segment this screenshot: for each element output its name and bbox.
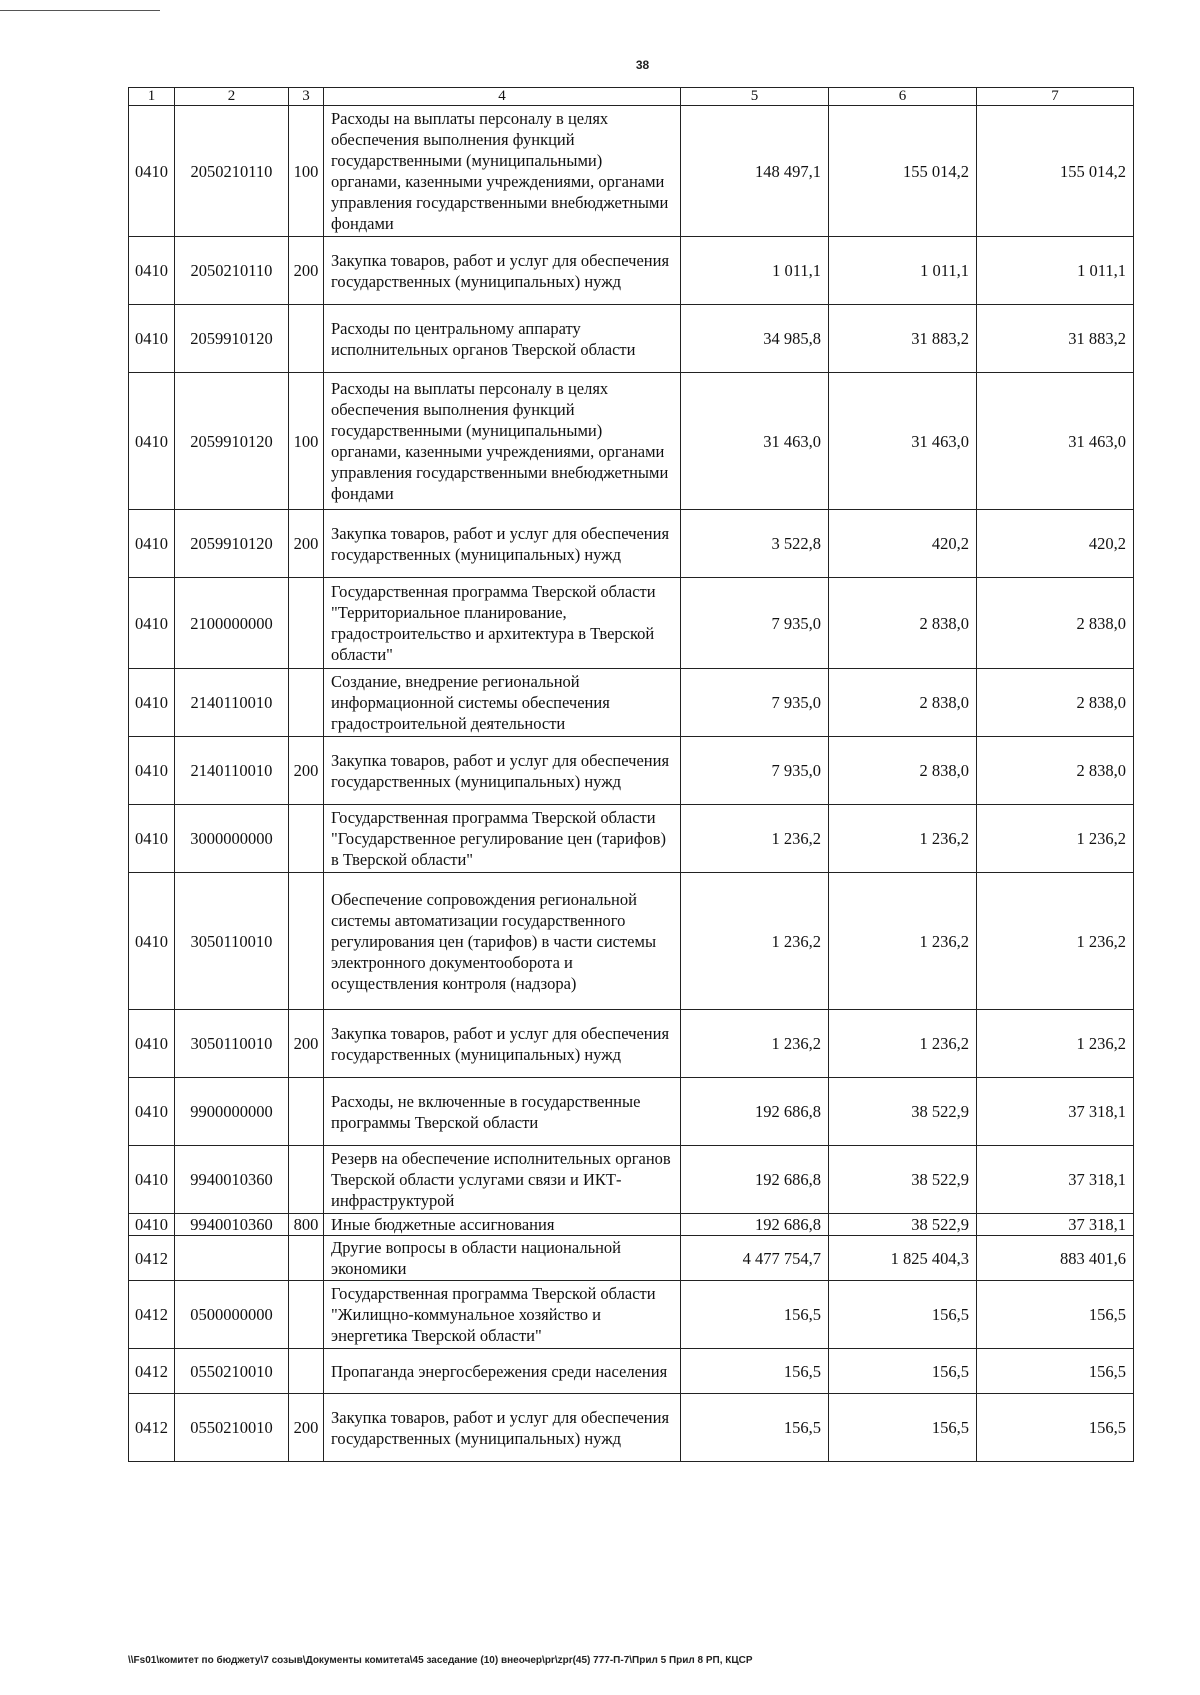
table-row — [129, 106, 1134, 237]
page-number: 38 — [635, 58, 650, 72]
section-code: 0412 — [129, 1281, 175, 1349]
target-article: 9900000000 — [175, 1078, 289, 1146]
amount-col-5: 156,5 — [681, 1394, 829, 1462]
expense-type — [289, 578, 324, 669]
expense-type — [289, 1281, 324, 1349]
budget-table — [128, 87, 1134, 1462]
table-row — [129, 1236, 1134, 1281]
expense-type — [289, 1146, 324, 1214]
amount-col-6: 31 463,0 — [829, 373, 977, 510]
item-name: Государственная программа Тверской области "Территориальное планирование, градостроительство и архитектура в Тверской области" — [324, 578, 681, 669]
amount-col-5: 156,5 — [681, 1349, 829, 1394]
table-row — [129, 1146, 1134, 1214]
table-row — [129, 1214, 1134, 1236]
section-code: 0410 — [129, 373, 175, 510]
footer-file-path: \\Fs01\комитет по бюджету\7 созыв\Документы комитета\45 заседание (10) внеочер\pr\zpr(45) 777-П-7\Прил 5 Прил 8 РП, КЦСР — [128, 1655, 753, 1666]
amount-col-5: 1 236,2 — [681, 1010, 829, 1078]
amount-col-5: 1 236,2 — [681, 873, 829, 1010]
target-article: 9940010360 — [175, 1146, 289, 1214]
section-code: 0410 — [129, 1010, 175, 1078]
item-name: Создание, внедрение региональной информационной системы обеспечения градостроительной деятельности — [324, 669, 681, 737]
item-name: Обеспечение сопровождения региональной системы автоматизации государственного регулирования цен (тарифов) в части системы электронного документооборота и осуществления контроля (надзора) — [324, 873, 681, 1010]
amount-col-7: 1 236,2 — [977, 873, 1134, 1010]
amount-col-6: 38 522,9 — [829, 1078, 977, 1146]
target-article: 2059910120 — [175, 305, 289, 373]
col-header-1: 1 — [129, 88, 175, 106]
item-name: Закупка товаров, работ и услуг для обеспечения государственных (муниципальных) нужд — [324, 1394, 681, 1462]
section-code: 0410 — [129, 237, 175, 305]
section-code: 0410 — [129, 1078, 175, 1146]
expense-type — [289, 873, 324, 1010]
amount-col-5: 3 522,8 — [681, 510, 829, 578]
table-row — [129, 578, 1134, 669]
target-article: 3050110010 — [175, 873, 289, 1010]
section-code: 0410 — [129, 669, 175, 737]
amount-col-7: 37 318,1 — [977, 1146, 1134, 1214]
section-code: 0410 — [129, 510, 175, 578]
amount-col-6: 1 236,2 — [829, 805, 977, 873]
scan-edge-line — [0, 0, 160, 11]
amount-col-5: 192 686,8 — [681, 1214, 829, 1236]
item-name: Расходы, не включенные в государственные программы Тверской области — [324, 1078, 681, 1146]
target-article: 0550210010 — [175, 1349, 289, 1394]
col-header-2: 2 — [175, 88, 289, 106]
amount-col-6: 2 838,0 — [829, 737, 977, 805]
amount-col-6: 156,5 — [829, 1394, 977, 1462]
table-row — [129, 1078, 1134, 1146]
amount-col-5: 4 477 754,7 — [681, 1236, 829, 1281]
amount-col-5: 7 935,0 — [681, 737, 829, 805]
section-code: 0410 — [129, 873, 175, 1010]
amount-col-6: 420,2 — [829, 510, 977, 578]
target-article: 2050210110 — [175, 237, 289, 305]
item-name: Закупка товаров, работ и услуг для обеспечения государственных (муниципальных) нужд — [324, 1010, 681, 1078]
expense-type: 200 — [289, 237, 324, 305]
item-name: Расходы на выплаты персоналу в целях обеспечения выполнения функций государственными (муниципальными) органами, казенными учреждениями, органами управления государственными внебюджетными фондами — [324, 373, 681, 510]
amount-col-5: 7 935,0 — [681, 578, 829, 669]
col-header-4: 4 — [324, 88, 681, 106]
item-name: Расходы по центральному аппарату исполнительных органов Тверской области — [324, 305, 681, 373]
amount-col-5: 192 686,8 — [681, 1146, 829, 1214]
section-code: 0410 — [129, 578, 175, 669]
section-code: 0410 — [129, 737, 175, 805]
target-article: 2100000000 — [175, 578, 289, 669]
amount-col-7: 156,5 — [977, 1281, 1134, 1349]
item-name: Государственная программа Тверской области "Жилищно-коммунальное хозяйство и энергетика Тверской области" — [324, 1281, 681, 1349]
amount-col-6: 155 014,2 — [829, 106, 977, 237]
amount-col-7: 2 838,0 — [977, 737, 1134, 805]
amount-col-6: 156,5 — [829, 1281, 977, 1349]
target-article: 3050110010 — [175, 1010, 289, 1078]
item-name: Закупка товаров, работ и услуг для обеспечения государственных (муниципальных) нужд — [324, 237, 681, 305]
col-header-5: 5 — [681, 88, 829, 106]
col-header-3: 3 — [289, 88, 324, 106]
amount-col-7: 2 838,0 — [977, 578, 1134, 669]
item-name: Закупка товаров, работ и услуг для обеспечения государственных (муниципальных) нужд — [324, 737, 681, 805]
table-row — [129, 1394, 1134, 1462]
section-code: 0410 — [129, 805, 175, 873]
expense-type: 200 — [289, 510, 324, 578]
amount-col-7: 2 838,0 — [977, 669, 1134, 737]
section-code: 0412 — [129, 1236, 175, 1281]
amount-col-7: 156,5 — [977, 1394, 1134, 1462]
target-article: 2050210110 — [175, 106, 289, 237]
column-number-header-row — [129, 88, 1134, 106]
section-code: 0410 — [129, 106, 175, 237]
amount-col-6: 1 236,2 — [829, 873, 977, 1010]
amount-col-5: 156,5 — [681, 1281, 829, 1349]
amount-col-7: 420,2 — [977, 510, 1134, 578]
expense-type — [289, 1349, 324, 1394]
amount-col-7: 37 318,1 — [977, 1078, 1134, 1146]
item-name: Государственная программа Тверской области "Государственное регулирование цен (тарифов) в Тверской области" — [324, 805, 681, 873]
target-article — [175, 1236, 289, 1281]
amount-col-6: 1 236,2 — [829, 1010, 977, 1078]
target-article: 0500000000 — [175, 1281, 289, 1349]
amount-col-7: 1 236,2 — [977, 805, 1134, 873]
target-article: 9940010360 — [175, 1214, 289, 1236]
section-code: 0410 — [129, 1214, 175, 1236]
amount-col-6: 31 883,2 — [829, 305, 977, 373]
section-code: 0412 — [129, 1349, 175, 1394]
amount-col-7: 1 011,1 — [977, 237, 1134, 305]
amount-col-6: 156,5 — [829, 1349, 977, 1394]
amount-col-7: 37 318,1 — [977, 1214, 1134, 1236]
expense-type: 200 — [289, 1010, 324, 1078]
target-article: 2140110010 — [175, 669, 289, 737]
item-name: Резерв на обеспечение исполнительных органов Тверской области услугами связи и ИКТ-инфраструктурой — [324, 1146, 681, 1214]
expense-type: 100 — [289, 373, 324, 510]
table-row — [129, 237, 1134, 305]
amount-col-7: 31 463,0 — [977, 373, 1134, 510]
table-row — [129, 510, 1134, 578]
amount-col-5: 34 985,8 — [681, 305, 829, 373]
expense-type: 800 — [289, 1214, 324, 1236]
amount-col-6: 1 825 404,3 — [829, 1236, 977, 1281]
expense-type — [289, 1078, 324, 1146]
amount-col-5: 31 463,0 — [681, 373, 829, 510]
table-row — [129, 1349, 1134, 1394]
col-header-7: 7 — [977, 88, 1134, 106]
amount-col-7: 156,5 — [977, 1349, 1134, 1394]
table-row — [129, 805, 1134, 873]
amount-col-6: 1 011,1 — [829, 237, 977, 305]
table-row — [129, 373, 1134, 510]
table-row — [129, 305, 1134, 373]
amount-col-6: 2 838,0 — [829, 669, 977, 737]
item-name: Закупка товаров, работ и услуг для обеспечения государственных (муниципальных) нужд — [324, 510, 681, 578]
expense-type: 200 — [289, 737, 324, 805]
table-row — [129, 1281, 1134, 1349]
col-header-6: 6 — [829, 88, 977, 106]
expense-type — [289, 305, 324, 373]
amount-col-5: 1 011,1 — [681, 237, 829, 305]
amount-col-7: 1 236,2 — [977, 1010, 1134, 1078]
amount-col-5: 7 935,0 — [681, 669, 829, 737]
section-code: 0412 — [129, 1394, 175, 1462]
amount-col-7: 31 883,2 — [977, 305, 1134, 373]
amount-col-5: 1 236,2 — [681, 805, 829, 873]
expense-type — [289, 1236, 324, 1281]
amount-col-6: 38 522,9 — [829, 1146, 977, 1214]
amount-col-7: 155 014,2 — [977, 106, 1134, 237]
target-article: 2140110010 — [175, 737, 289, 805]
amount-col-6: 38 522,9 — [829, 1214, 977, 1236]
section-code: 0410 — [129, 305, 175, 373]
item-name: Пропаганда энергосбережения среди населения — [324, 1349, 681, 1394]
item-name: Иные бюджетные ассигнования — [324, 1214, 681, 1236]
target-article: 0550210010 — [175, 1394, 289, 1462]
expense-type — [289, 669, 324, 737]
table-row — [129, 1010, 1134, 1078]
amount-col-5: 148 497,1 — [681, 106, 829, 237]
table-row — [129, 669, 1134, 737]
expense-type: 200 — [289, 1394, 324, 1462]
target-article: 3000000000 — [175, 805, 289, 873]
target-article: 2059910120 — [175, 510, 289, 578]
item-name: Расходы на выплаты персоналу в целях обеспечения выполнения функций государственными (муниципальными) органами, казенными учреждениями, органами управления государственными внебюджетными фондами — [324, 106, 681, 237]
item-name: Другие вопросы в области национальной экономики — [324, 1236, 681, 1281]
amount-col-7: 883 401,6 — [977, 1236, 1134, 1281]
amount-col-6: 2 838,0 — [829, 578, 977, 669]
table-row — [129, 873, 1134, 1010]
section-code: 0410 — [129, 1146, 175, 1214]
expense-type — [289, 805, 324, 873]
table-row — [129, 737, 1134, 805]
target-article: 2059910120 — [175, 373, 289, 510]
expense-type: 100 — [289, 106, 324, 237]
amount-col-5: 192 686,8 — [681, 1078, 829, 1146]
